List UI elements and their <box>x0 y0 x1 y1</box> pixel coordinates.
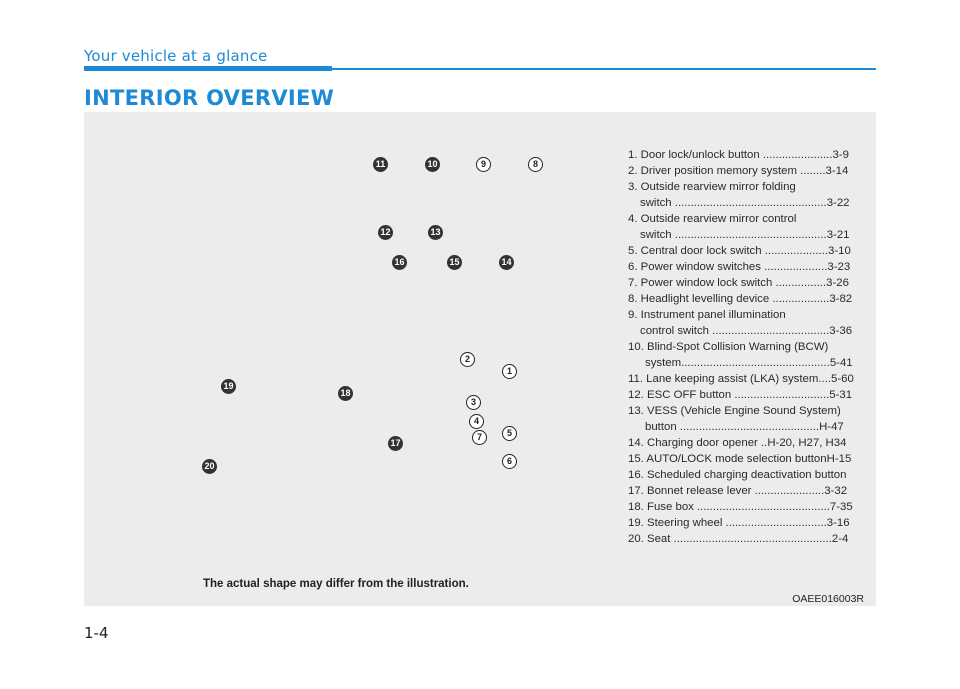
callout-marker-2: 2 <box>460 352 475 367</box>
header-rule-thick <box>84 66 332 71</box>
list-item: 17. Bonnet release lever ......................3-32 <box>628 485 848 497</box>
list-item: 10. Blind-Spot Collision Warning (BCW) <box>628 341 829 353</box>
callout-marker-1: 1 <box>502 364 517 379</box>
list-item-continuation: control switch .....................................3-36 <box>640 325 853 337</box>
callout-marker-12: 12 <box>378 225 393 240</box>
list-item: 19. Steering wheel ................................3-16 <box>628 517 850 529</box>
list-item-continuation: switch ................................................3-21 <box>640 229 850 241</box>
disclaimer-note: The actual shape may differ from the illustration. <box>203 578 469 590</box>
list-item-continuation: button ............................................H-47 <box>645 421 844 433</box>
callout-marker-8: 8 <box>528 157 543 172</box>
component-list <box>628 147 876 547</box>
callout-marker-13: 13 <box>428 225 443 240</box>
list-item: 4. Outside rearview mirror control <box>628 213 797 225</box>
list-item: 5. Central door lock switch ....................3-10 <box>628 245 851 257</box>
list-item: 11. Lane keeping assist (LKA) system....5-60 <box>628 373 854 385</box>
list-item: 2. Driver position memory system ........3-14 <box>628 165 849 177</box>
callout-marker-19: 19 <box>221 379 236 394</box>
list-item: 20. Seat ..................................................2-4 <box>628 533 849 545</box>
image-code: OAEE016003R <box>792 593 864 605</box>
list-item: 7. Power window lock switch ................3-26 <box>628 277 849 289</box>
list-item: 13. VESS (Vehicle Engine Sound System) <box>628 405 841 417</box>
callout-marker-3: 3 <box>466 395 481 410</box>
list-item-continuation: system...............................................5-41 <box>645 357 853 369</box>
list-item-continuation: switch ................................................3-22 <box>640 197 850 209</box>
callout-marker-17: 17 <box>388 436 403 451</box>
section-header: Your vehicle at a glance <box>84 47 268 65</box>
list-item: 12. ESC OFF button ..............................5-31 <box>628 389 853 401</box>
callout-marker-4: 4 <box>469 414 484 429</box>
list-item: 1. Door lock/unlock button ......................3-9 <box>628 149 849 161</box>
page-number: 1-4 <box>84 624 109 642</box>
callout-marker-11: 11 <box>373 157 388 172</box>
callout-marker-9: 9 <box>476 157 491 172</box>
header-rule-thin <box>332 68 876 70</box>
list-item: 18. Fuse box ..........................................7-35 <box>628 501 853 513</box>
list-item: 15. AUTO/LOCK mode selection buttonH-15 <box>628 453 852 465</box>
callout-marker-5: 5 <box>502 426 517 441</box>
callout-marker-7: 7 <box>472 430 487 445</box>
callout-marker-20: 20 <box>202 459 217 474</box>
callout-marker-6: 6 <box>502 454 517 469</box>
list-item: 3. Outside rearview mirror folding <box>628 181 796 193</box>
callout-marker-14: 14 <box>499 255 514 270</box>
callout-marker-15: 15 <box>447 255 462 270</box>
page-title: INTERIOR OVERVIEW <box>84 86 335 110</box>
callout-marker-18: 18 <box>338 386 353 401</box>
list-item: 14. Charging door opener ..H-20, H27, H34 <box>628 437 847 449</box>
callout-marker-16: 16 <box>392 255 407 270</box>
list-item: 6. Power window switches ....................3-23 <box>628 261 851 273</box>
callout-marker-10: 10 <box>425 157 440 172</box>
list-item: 8. Headlight levelling device ..................3-82 <box>628 293 853 305</box>
list-item: 9. Instrument panel illumination <box>628 309 786 321</box>
list-item: 16. Scheduled charging deactivation button <box>628 469 847 481</box>
